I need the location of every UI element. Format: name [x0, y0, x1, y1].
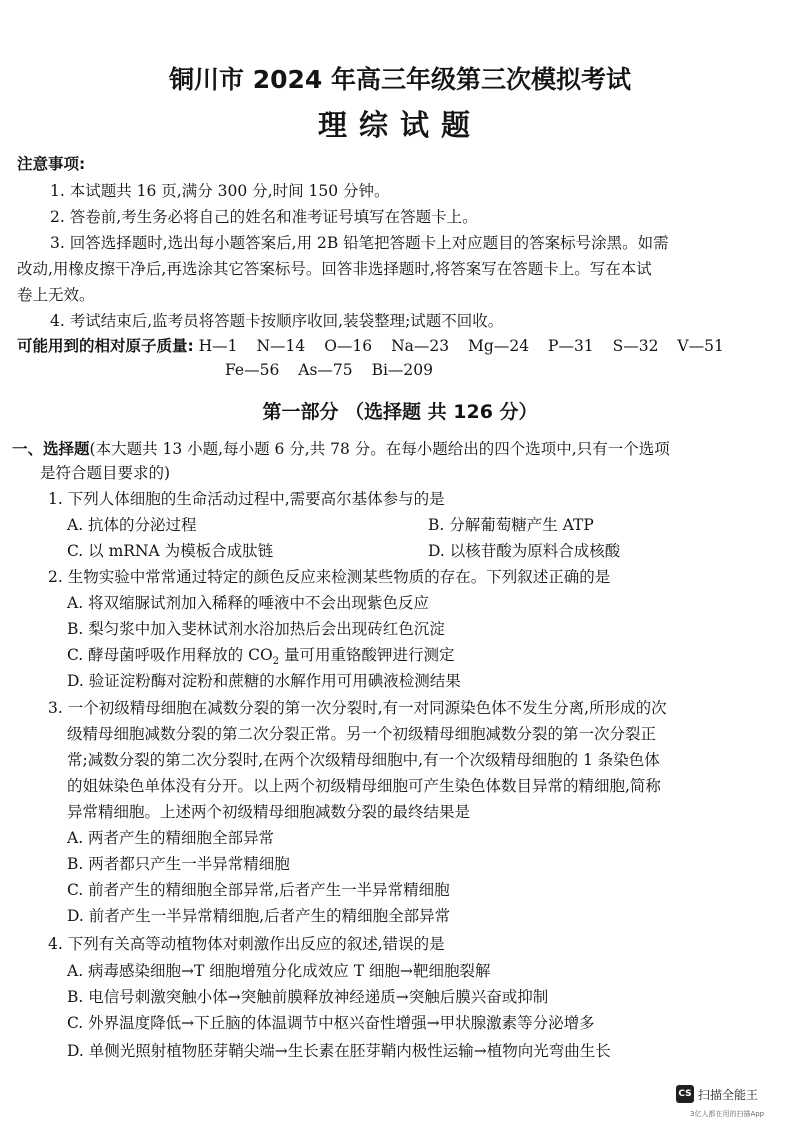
scanner-badge-icon: CS	[676, 1085, 694, 1103]
atomic-mass-label: 可能用到的相对原子质量:	[17, 337, 194, 355]
part-heading: 第一部分 （选择题 共 126 分）	[262, 401, 538, 423]
scanner-logo	[676, 1085, 758, 1103]
section-intro	[12, 438, 670, 460]
section-label: 一、选择题	[12, 440, 90, 458]
atomic-mass-line-2	[225, 359, 447, 381]
question-stem: 3. 一个初级精母细胞在减数分裂的第一次分裂时,有一对同源染色体不发生分离,所形成的次	[48, 699, 667, 717]
note-item: 3. 回答选择题时,选出每小题答案后,用 2B 铅笔把答题卡上对应题目的答案标号涂黑。如需	[50, 234, 669, 252]
option-b: B. 电信号刺激突触小体→突触前膜释放神经递质→突触后膜兴奋或抑制	[67, 988, 549, 1006]
mass-entry: N—14	[256, 337, 306, 355]
mass-entry: O—16	[324, 337, 373, 355]
mass-entry: P—31	[548, 337, 594, 355]
option-b: B. 梨匀浆中加入斐林试剂水浴加热后会出现砖红色沉淀	[67, 620, 445, 638]
mass-entry: H—1	[198, 337, 238, 355]
mass-entry: Bi—209	[371, 361, 433, 379]
atomic-mass-line	[17, 335, 738, 357]
option-a: A. 将双缩脲试剂加入稀释的唾液中不会出现紫色反应	[67, 594, 430, 612]
option-b: B. 两者都只产生一半异常精细胞	[67, 855, 290, 873]
option-a: A. 两者产生的精细胞全部异常	[67, 829, 275, 847]
question-stem-cont: 级精母细胞减数分裂的第二次分裂正常。另一个初级精母细胞减数分裂的第一次分裂正	[67, 725, 657, 743]
option-d: D. 验证淀粉酶对淀粉和蔗糖的水解作用可用碘液检测结果	[67, 672, 461, 690]
question-stem: 4. 下列有关高等动植物体对刺激作出反应的叙述,错误的是	[48, 935, 445, 953]
scanner-tagline: 3亿人都在用的扫描App	[690, 1110, 765, 1118]
question-stem-cont: 异常精细胞。上述两个初级精母细胞减数分裂的最终结果是	[67, 803, 471, 821]
section-intro-line2: 是符合题目要求的)	[40, 464, 171, 482]
option-d: D. 前者产生一半异常精细胞,后者产生的精细胞全部异常	[67, 907, 451, 925]
note-item: 1. 本试题共 16 页,满分 300 分,时间 150 分钟。	[50, 182, 390, 200]
option-d: D. 单侧光照射植物胚芽鞘尖端→生长素在胚芽鞘内极性运输→植物向光弯曲生长	[67, 1042, 611, 1060]
mass-entry: Na—23	[391, 337, 450, 355]
note-item: 改动,用橡皮擦干净后,再选涂其它答案标号。回答非选择题时,将答案写在答题卡上。写在本试	[17, 260, 652, 278]
exam-subtitle: 理综试题	[317, 108, 482, 142]
exam-title: 铜川市 2024 年高三年级第三次模拟考试	[169, 65, 631, 94]
subscript: 2	[272, 656, 280, 668]
mass-entry: Fe—56	[225, 361, 280, 379]
question-stem: 2. 生物实验中常常通过特定的颜色反应来检测某些物质的存在。下列叙述正确的是	[48, 568, 611, 586]
question-stem-cont: 常;减数分裂的第二次分裂时,在两个次级精母细胞中,有一个次级精母细胞的 1 条染色体	[67, 751, 660, 769]
option-d: D. 以核苷酸为原料合成核酸	[428, 542, 621, 560]
option-c	[67, 644, 454, 673]
mass-entry: Mg—24	[468, 337, 530, 355]
option-c: C. 外界温度降低→下丘脑的体温调节中枢兴奋性增强→甲状腺激素等分泌增多	[67, 1014, 595, 1032]
notes-heading: 注意事项:	[17, 155, 86, 173]
option-c-text-end: 量可用重铬酸钾进行测定	[279, 646, 455, 664]
option-c: C. 以 mRNA 为模板合成肽链	[67, 542, 274, 560]
option-b: B. 分解葡萄糖产生 ATP	[428, 516, 594, 534]
note-item: 2. 答卷前,考生务必将自己的姓名和准考证号填写在答题卡上。	[50, 208, 478, 226]
question-stem-cont: 的姐妹染色单体没有分开。以上两个初级精母细胞可产生染色体数目异常的精细胞,简称	[67, 777, 661, 795]
mass-entry: As—75	[298, 361, 353, 379]
question-stem: 1. 下列人体细胞的生命活动过程中,需要高尔基体参与的是	[48, 490, 445, 508]
option-a: A. 病毒感染细胞→T 细胞增殖分化成效应 T 细胞→靶细胞裂解	[67, 962, 491, 980]
mass-entry: V—51	[677, 337, 724, 355]
section-intro-text: (本大题共 13 小题,每小题 6 分,共 78 分。在每小题给出的四个选项中,只有一个选项	[89, 440, 670, 458]
option-c-text: C. 酵母菌呼吸作用释放的 CO	[67, 646, 273, 664]
option-c: C. 前者产生的精细胞全部异常,后者产生一半异常精细胞	[67, 881, 450, 899]
mass-entry: S—32	[612, 337, 659, 355]
scanner-name: 扫描全能王	[698, 1087, 759, 1102]
note-item: 卷上无效。	[17, 286, 95, 304]
option-a: A. 抗体的分泌过程	[67, 516, 197, 534]
note-item: 4. 考试结束后,监考员将答题卡按顺序收回,装袋整理;试题不回收。	[50, 312, 504, 330]
